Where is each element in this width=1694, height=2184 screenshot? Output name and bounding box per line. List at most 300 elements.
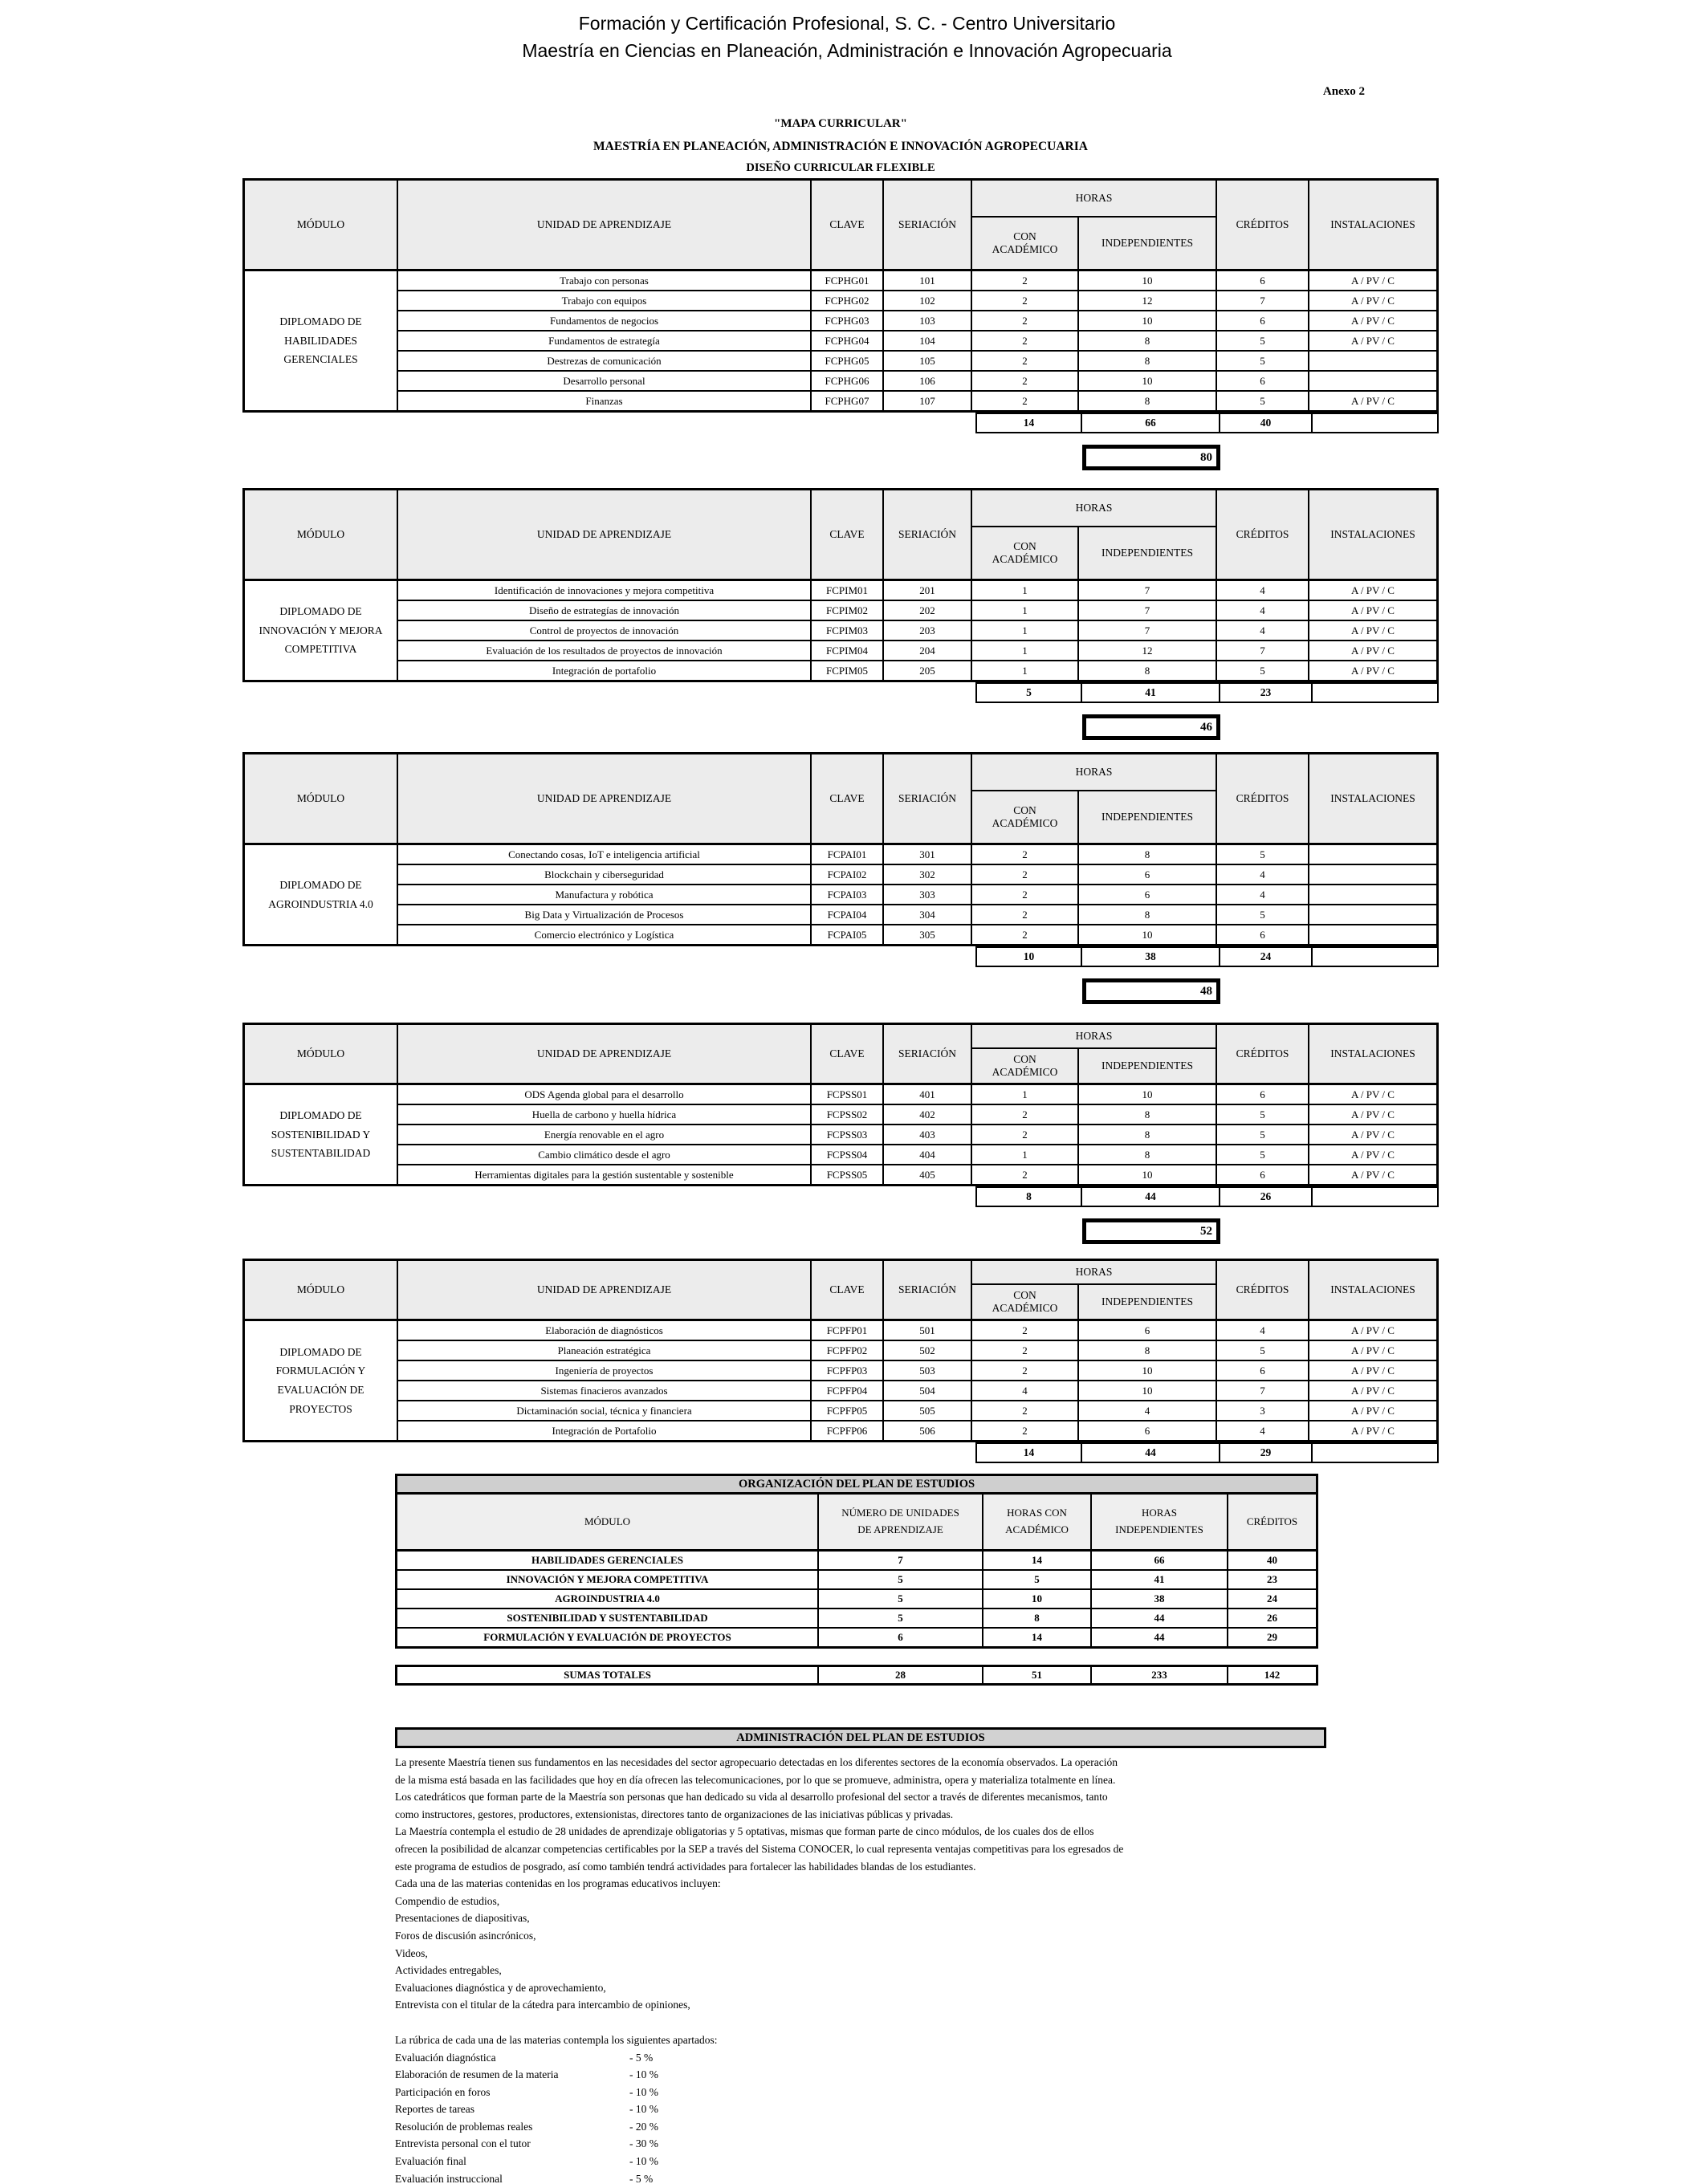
plan-organization-section	[395, 1474, 1318, 1686]
rubric-item-label: Evaluación instruccional	[395, 2172, 503, 2184]
cell-seriacion: 204	[884, 641, 972, 660]
rubric-item-label: Elaboración de resumen de la materia	[395, 2068, 559, 2081]
cell-creditos: 5	[1217, 1105, 1309, 1124]
rubric-item-label: Participación en foros	[395, 2085, 491, 2098]
cell-horas-independientes: 6	[1079, 865, 1217, 884]
cell-horas-con-academico: 2	[972, 1321, 1079, 1340]
total-horas-con-academico: 8	[975, 1186, 1082, 1207]
cell-unidad-de-aprendizaje: Planeación estratégica	[398, 1341, 812, 1360]
total-horas-independientes: 44	[1082, 1442, 1220, 1463]
module-table-block	[242, 178, 1439, 470]
cell-clave: FCPFP06	[812, 1421, 884, 1440]
curriculum-table	[242, 488, 1439, 682]
module-hours-total-box: 46	[1082, 714, 1220, 740]
cell-creditos: 5	[1217, 352, 1309, 370]
cell-creditos: 6	[1217, 271, 1309, 290]
admin-paragraph-line: como instructores, gestores, productores, extensionistas, directores tanto de organizaciones de las iniciativas públicas y privadas.	[395, 1808, 954, 1820]
cell-seriacion: 103	[884, 311, 972, 330]
cell-instalaciones: A / PV / C	[1351, 1128, 1395, 1141]
course-row	[398, 1085, 1436, 1105]
col-header-con-academico: CON ACADÉMICO	[972, 218, 1079, 269]
total-horas-con-academico: 14	[975, 1442, 1082, 1463]
cell-horas-con-academico: 2	[972, 885, 1079, 904]
cell-instalaciones: A / PV / C	[1351, 604, 1395, 616]
cell-horas-independientes: 8	[1079, 331, 1217, 350]
col-header-unidad: UNIDAD DE APRENDIZAJE	[398, 181, 812, 269]
org-col-modulo: MÓDULO	[397, 1495, 819, 1549]
org-cell-horas-ind: 66	[1092, 1552, 1228, 1569]
total-instalaciones-empty	[1313, 1186, 1439, 1207]
col-header-con-academico: CON ACADÉMICO	[972, 791, 1079, 843]
col-header-con-academico: CON ACADÉMICO	[972, 1049, 1079, 1083]
module-hours-total-box: 80	[1082, 445, 1220, 470]
col-header-horas-group	[972, 181, 1217, 269]
curriculum-table	[242, 752, 1439, 946]
cell-horas-independientes: 10	[1079, 1085, 1217, 1104]
org-col-horas-ind: HORAS INDEPENDIENTES	[1092, 1495, 1228, 1549]
rubric-item-value: - 20 %	[629, 2120, 658, 2133]
course-row	[398, 1165, 1436, 1184]
cell-instalaciones	[1309, 925, 1436, 944]
org-cell-creditos: 29	[1267, 1630, 1277, 1643]
col-header-creditos: CRÉDITOS	[1217, 754, 1309, 843]
module-table-block	[242, 1023, 1439, 1244]
cell-instalaciones	[1309, 885, 1436, 904]
col-header-instalaciones: INSTALACIONES	[1330, 218, 1415, 230]
total-instalaciones-empty	[1313, 682, 1439, 703]
cell-seriacion: 405	[884, 1165, 972, 1184]
cell-horas-con-academico: 2	[972, 865, 1079, 884]
plan-administration-section	[395, 1727, 1326, 2184]
cell-horas-con-academico: 2	[972, 331, 1079, 350]
org-sums-row	[395, 1665, 1318, 1686]
cell-unidad-de-aprendizaje: Finanzas	[398, 392, 812, 410]
rubric-list	[395, 2049, 1326, 2184]
rubric-item-label: Evaluación diagnóstica	[395, 2051, 496, 2064]
totals-row	[975, 1442, 1439, 1463]
cell-creditos: 5	[1217, 1125, 1309, 1144]
cell-horas-con-academico: 2	[972, 1361, 1079, 1380]
cell-seriacion: 403	[884, 1125, 972, 1144]
cell-instalaciones: A / PV / C	[1351, 394, 1395, 407]
cell-horas-independientes: 8	[1079, 1145, 1217, 1164]
cell-unidad-de-aprendizaje: Fundamentos de estrategía	[398, 331, 812, 350]
cell-clave: FCPHG04	[812, 331, 884, 350]
org-cell-modulo: AGROINDUSTRIA 4.0	[397, 1590, 819, 1608]
col-header-instalaciones: INSTALACIONES	[1330, 792, 1415, 804]
admin-paragraph	[395, 1754, 1326, 2014]
cell-instalaciones	[1309, 865, 1436, 884]
total-creditos: 29	[1220, 1442, 1313, 1463]
org-cell-modulo: FORMULACIÓN Y EVALUACIÓN DE PROYECTOS	[397, 1629, 819, 1646]
cell-horas-independientes: 6	[1079, 885, 1217, 904]
cell-creditos: 6	[1217, 372, 1309, 390]
col-header-seriacion: SERIACIÓN	[884, 1261, 972, 1319]
cell-seriacion: 401	[884, 1085, 972, 1104]
cell-unidad-de-aprendizaje: Trabajo con personas	[398, 271, 812, 290]
rubric-item	[395, 2084, 1326, 2101]
cell-horas-con-academico: 1	[972, 1085, 1079, 1104]
admin-paragraph-line: este programa de estudios de posgrado, así como también tendrá actividades para fortalecer las habilidades blandas de los estudiantes.	[395, 1860, 976, 1873]
course-row	[398, 291, 1436, 311]
cell-creditos: 4	[1217, 1421, 1309, 1440]
cell-creditos: 6	[1217, 925, 1309, 944]
cell-horas-con-academico: 1	[972, 641, 1079, 660]
rubric-item-value: - 10 %	[629, 2068, 658, 2081]
total-horas-con-academico: 5	[975, 682, 1082, 703]
cell-horas-independientes: 8	[1079, 1341, 1217, 1360]
cell-horas-con-academico: 1	[972, 1145, 1079, 1164]
cell-unidad-de-aprendizaje: Identificación de innovaciones y mejora competitiva	[398, 581, 812, 600]
col-header-con-academico: CON ACADÉMICO	[972, 527, 1079, 579]
cell-instalaciones: A / PV / C	[1351, 1168, 1395, 1181]
col-header-modulo: MÓDULO	[245, 1261, 398, 1319]
cell-horas-con-academico: 4	[972, 1381, 1079, 1400]
col-header-unidad: UNIDAD DE APRENDIZAJE	[398, 1025, 812, 1083]
cell-horas-con-academico: 2	[972, 925, 1079, 944]
module-hours-total-box: 48	[1082, 978, 1220, 1004]
org-section-title: ORGANIZACIÓN DEL PLAN DE ESTUDIOS	[395, 1474, 1318, 1495]
cell-unidad-de-aprendizaje: Dictaminación social, técnica y financiera	[398, 1401, 812, 1420]
col-header-horas-group	[972, 1261, 1217, 1319]
admin-paragraph-line: Actividades entregables,	[395, 1964, 502, 1977]
rubric-item	[395, 2049, 1326, 2067]
org-row	[397, 1571, 1316, 1590]
col-header-independientes: INDEPENDIENTES	[1102, 1059, 1193, 1072]
col-header-seriacion: SERIACIÓN	[884, 490, 972, 579]
cell-horas-independientes: 8	[1079, 845, 1217, 864]
cell-clave: FCPIM05	[812, 661, 884, 680]
cell-instalaciones: A / PV / C	[1351, 294, 1395, 307]
cell-horas-con-academico: 2	[972, 1341, 1079, 1360]
totals-row	[975, 682, 1439, 703]
course-row	[398, 311, 1436, 331]
table-header-row	[245, 1025, 1436, 1085]
curriculum-table	[242, 1259, 1439, 1442]
col-header-horas-group	[972, 754, 1217, 843]
course-row	[398, 845, 1436, 865]
cell-instalaciones	[1309, 372, 1436, 390]
doc-subtitle-program: MAESTRÍA EN PLANEACIÓN, ADMINISTRACIÓN E INNOVACIÓN AGROPECUARIA	[593, 140, 1088, 153]
org-cell-num-unidades: 7	[819, 1552, 983, 1569]
cell-clave: FCPSS03	[812, 1125, 884, 1144]
admin-paragraph-line: Cada una de las materias contenidas en los programas educativos incluyen:	[395, 1877, 721, 1890]
cell-clave: FCPSS05	[812, 1165, 884, 1184]
cell-horas-independientes: 7	[1079, 601, 1217, 620]
org-cell-modulo: HABILIDADES GERENCIALES	[397, 1552, 819, 1569]
col-header-unidad: UNIDAD DE APRENDIZAJE	[398, 754, 812, 843]
course-row	[398, 1421, 1436, 1440]
admin-paragraph-line: Videos,	[395, 1946, 428, 1959]
cell-unidad-de-aprendizaje: Cambio climático desde el agro	[398, 1145, 812, 1164]
org-row	[397, 1552, 1316, 1571]
rubric-item	[395, 2118, 1326, 2136]
course-row	[398, 581, 1436, 601]
cell-horas-independientes: 8	[1079, 661, 1217, 680]
cell-horas-con-academico: 1	[972, 661, 1079, 680]
org-cell-num-unidades: 6	[819, 1629, 983, 1646]
col-header-clave: CLAVE	[812, 181, 884, 269]
course-row	[398, 621, 1436, 641]
table-header-row	[245, 1261, 1436, 1321]
cell-instalaciones: A / PV / C	[1351, 1384, 1395, 1397]
table-body	[245, 581, 1436, 680]
org-col-creditos: CRÉDITOS	[1246, 1515, 1298, 1527]
cell-creditos: 5	[1217, 905, 1309, 924]
module-name: DIPLOMADO DE INNOVACIÓN Y MEJORA COMPETITIVA	[245, 581, 398, 680]
cell-creditos: 4	[1217, 621, 1309, 640]
table-header-row	[245, 754, 1436, 845]
cell-unidad-de-aprendizaje: Comercio electrónico y Logística	[398, 925, 812, 944]
cell-horas-independientes: 10	[1079, 271, 1217, 290]
col-header-horas: HORAS	[972, 490, 1216, 527]
cell-unidad-de-aprendizaje: Conectando cosas, IoT e inteligencia artificial	[398, 845, 812, 864]
cell-instalaciones: A / PV / C	[1351, 334, 1395, 347]
horas-subheaders	[972, 218, 1216, 269]
col-header-con-academico: CON ACADÉMICO	[972, 1285, 1079, 1319]
sums-label: SUMAS TOTALES	[397, 1667, 819, 1683]
totals-row	[975, 946, 1439, 967]
org-cell-num-unidades: 5	[819, 1571, 983, 1588]
col-header-instalaciones: INSTALACIONES	[1330, 528, 1415, 540]
cell-clave: FCPHG02	[812, 291, 884, 310]
col-header-horas: HORAS	[972, 1261, 1216, 1285]
cell-horas-con-academico: 2	[972, 271, 1079, 290]
cell-clave: FCPAI05	[812, 925, 884, 944]
total-horas-independientes: 66	[1082, 413, 1220, 433]
cell-seriacion: 104	[884, 331, 972, 350]
cell-creditos: 6	[1217, 311, 1309, 330]
cell-instalaciones: A / PV / C	[1351, 584, 1395, 596]
col-header-horas: HORAS	[972, 1025, 1216, 1049]
cell-seriacion: 201	[884, 581, 972, 600]
cell-creditos: 6	[1217, 1085, 1309, 1104]
cell-horas-independientes: 6	[1079, 1421, 1217, 1440]
rubric-intro-line: La rúbrica de cada una de las materias contempla los siguientes apartados:	[395, 2033, 718, 2046]
cell-creditos: 4	[1217, 865, 1309, 884]
cell-clave: FCPIM02	[812, 601, 884, 620]
cell-clave: FCPFP04	[812, 1381, 884, 1400]
rubric-item-value: - 5 %	[629, 2172, 654, 2184]
cell-horas-con-academico: 1	[972, 601, 1079, 620]
cell-clave: FCPAI03	[812, 885, 884, 904]
cell-creditos: 5	[1217, 392, 1309, 410]
admin-section-title: ADMINISTRACIÓN DEL PLAN DE ESTUDIOS	[395, 1727, 1326, 1748]
total-instalaciones-empty	[1313, 946, 1439, 967]
horas-subheaders	[972, 1285, 1216, 1319]
col-header-modulo: MÓDULO	[245, 1025, 398, 1083]
course-rows	[398, 1085, 1436, 1184]
sums-creditos: 142	[1264, 1668, 1281, 1681]
cell-instalaciones: A / PV / C	[1351, 1424, 1395, 1437]
cell-seriacion: 107	[884, 392, 972, 410]
modules-host	[242, 178, 1439, 1500]
col-header-creditos: CRÉDITOS	[1217, 1025, 1309, 1083]
col-header-creditos: CRÉDITOS	[1217, 1261, 1309, 1319]
cell-unidad-de-aprendizaje: Energía renovable en el agro	[398, 1125, 812, 1144]
cell-horas-con-academico: 2	[972, 291, 1079, 310]
col-header-independientes: INDEPENDIENTES	[1102, 237, 1193, 249]
cell-instalaciones: A / PV / C	[1351, 1088, 1395, 1100]
cell-horas-independientes: 10	[1079, 311, 1217, 330]
cell-clave: FCPSS04	[812, 1145, 884, 1164]
cell-horas-independientes: 7	[1079, 581, 1217, 600]
col-header-seriacion: SERIACIÓN	[884, 1025, 972, 1083]
totals-row	[975, 413, 1439, 433]
rubric-item-value: - 5 %	[629, 2051, 654, 2064]
cell-seriacion: 203	[884, 621, 972, 640]
table-header-row	[245, 181, 1436, 271]
cell-instalaciones: A / PV / C	[1351, 314, 1395, 327]
course-row	[398, 865, 1436, 885]
cell-horas-independientes: 4	[1079, 1401, 1217, 1420]
cell-horas-independientes: 8	[1079, 352, 1217, 370]
org-col-num-unidades: NÚMERO DE UNIDADES DE APRENDIZAJE	[819, 1495, 983, 1549]
cell-unidad-de-aprendizaje: Integración de Portafolio	[398, 1421, 812, 1440]
module-name: DIPLOMADO DE FORMULACIÓN Y EVALUACIÓN DE PROYECTOS	[245, 1321, 398, 1440]
total-creditos: 40	[1220, 413, 1313, 433]
cell-creditos: 6	[1217, 1165, 1309, 1184]
total-horas-independientes: 38	[1082, 946, 1220, 967]
col-header-horas: HORAS	[972, 181, 1216, 218]
cell-horas-independientes: 7	[1079, 621, 1217, 640]
org-cell-modulo: SOSTENIBILIDAD Y SUSTENTABILIDAD	[397, 1609, 819, 1627]
cell-seriacion: 106	[884, 372, 972, 390]
annex-label: Anexo 2	[1322, 85, 1365, 98]
col-header-independientes: INDEPENDIENTES	[1102, 547, 1193, 559]
cell-horas-con-academico: 2	[972, 1125, 1079, 1144]
cell-seriacion: 202	[884, 601, 972, 620]
cell-creditos: 7	[1217, 291, 1309, 310]
cell-clave: FCPHG03	[812, 311, 884, 330]
col-header-independientes: INDEPENDIENTES	[1102, 1295, 1193, 1308]
total-creditos: 26	[1220, 1186, 1313, 1207]
cell-horas-independientes: 8	[1079, 1105, 1217, 1124]
cell-instalaciones	[1309, 352, 1436, 370]
cell-horas-independientes: 10	[1079, 372, 1217, 390]
sums-unidades: 28	[819, 1667, 983, 1683]
rubric-item-value: - 10 %	[629, 2085, 658, 2098]
org-row	[397, 1590, 1316, 1609]
cell-clave: FCPHG05	[812, 352, 884, 370]
cell-clave: FCPAI01	[812, 845, 884, 864]
course-row	[398, 1361, 1436, 1381]
cell-seriacion: 102	[884, 291, 972, 310]
col-header-clave: CLAVE	[812, 754, 884, 843]
cell-unidad-de-aprendizaje: Sistemas finacieros avanzados	[398, 1381, 812, 1400]
cell-horas-con-academico: 2	[972, 1421, 1079, 1440]
cell-instalaciones: A / PV / C	[1351, 1108, 1395, 1120]
org-cell-horas-con: 14	[983, 1552, 1092, 1569]
cell-instalaciones: A / PV / C	[1351, 1404, 1395, 1417]
cell-seriacion: 105	[884, 352, 972, 370]
cell-horas-independientes: 10	[1079, 1361, 1217, 1380]
table-header-row	[245, 490, 1436, 581]
course-row	[398, 372, 1436, 392]
admin-paragraph-line: La presente Maestría tienen sus fundamentos en las necesidades del sector agropecuario detectadas en los diferentes sectores de la economía observados. La operación	[395, 1756, 1118, 1768]
cell-horas-con-academico: 2	[972, 311, 1079, 330]
cell-clave: FCPFP03	[812, 1361, 884, 1380]
cell-clave: FCPFP05	[812, 1401, 884, 1420]
cell-instalaciones	[1309, 905, 1436, 924]
cell-seriacion: 305	[884, 925, 972, 944]
course-rows	[398, 581, 1436, 680]
cell-unidad-de-aprendizaje: Fundamentos de negocios	[398, 311, 812, 330]
cell-seriacion: 501	[884, 1321, 972, 1340]
document-titles	[242, 117, 1439, 175]
cell-instalaciones: A / PV / C	[1351, 624, 1395, 636]
cell-horas-independientes: 8	[1079, 392, 1217, 410]
org-cell-creditos: 26	[1267, 1611, 1277, 1624]
cell-creditos: 7	[1217, 641, 1309, 660]
course-row	[398, 905, 1436, 925]
cell-horas-con-academico: 1	[972, 581, 1079, 600]
course-row	[398, 1321, 1436, 1341]
course-rows	[398, 1321, 1436, 1440]
horas-subheaders	[972, 527, 1216, 579]
cell-creditos: 4	[1217, 885, 1309, 904]
cell-unidad-de-aprendizaje: Integración de portafolio	[398, 661, 812, 680]
sums-horas-ind: 233	[1092, 1667, 1228, 1683]
course-row	[398, 1381, 1436, 1401]
cell-creditos: 4	[1217, 581, 1309, 600]
cell-horas-con-academico: 2	[972, 372, 1079, 390]
cell-horas-con-academico: 2	[972, 1401, 1079, 1420]
cell-unidad-de-aprendizaje: Huella de carbono y huella hídrica	[398, 1105, 812, 1124]
rubric-item-value: - 10 %	[629, 2155, 658, 2168]
module-table-block	[242, 752, 1439, 1004]
cell-horas-independientes: 8	[1079, 1125, 1217, 1144]
col-header-seriacion: SERIACIÓN	[884, 754, 972, 843]
rubric-item-value: - 30 %	[629, 2137, 658, 2150]
cell-creditos: 4	[1217, 1321, 1309, 1340]
cell-clave: FCPFP01	[812, 1321, 884, 1340]
cell-clave: FCPSS01	[812, 1085, 884, 1104]
module-name: DIPLOMADO DE SOSTENIBILIDAD Y SUSTENTABILIDAD	[245, 1085, 398, 1184]
total-horas-con-academico: 14	[975, 413, 1082, 433]
total-horas-independientes: 44	[1082, 1186, 1220, 1207]
cell-horas-con-academico: 2	[972, 352, 1079, 370]
col-header-creditos: CRÉDITOS	[1217, 490, 1309, 579]
col-header-horas-group	[972, 1025, 1217, 1083]
cell-instalaciones: A / PV / C	[1351, 664, 1395, 677]
institution-header	[0, 10, 1694, 64]
cell-creditos: 5	[1217, 1145, 1309, 1164]
org-cell-horas-con: 10	[983, 1590, 1092, 1608]
cell-seriacion: 505	[884, 1401, 972, 1420]
org-cell-horas-con: 14	[983, 1629, 1092, 1646]
rubric-item	[395, 2153, 1326, 2170]
total-creditos: 23	[1220, 682, 1313, 703]
curriculum-table	[242, 178, 1439, 413]
admin-paragraph-line: Entrevista con el titular de la cátedra para intercambio de opiniones,	[395, 1999, 690, 2011]
cell-unidad-de-aprendizaje: Herramientas digitales para la gestión sustentable y sostenible	[398, 1165, 812, 1184]
cell-clave: FCPIM03	[812, 621, 884, 640]
col-header-clave: CLAVE	[812, 1261, 884, 1319]
cell-seriacion: 504	[884, 1381, 972, 1400]
cell-unidad-de-aprendizaje: Manufactura y robótica	[398, 885, 812, 904]
total-instalaciones-empty	[1313, 1442, 1439, 1463]
rubric-item-label: Entrevista personal con el tutor	[395, 2137, 531, 2150]
col-header-horas: HORAS	[972, 754, 1216, 791]
admin-paragraph-line: Evaluaciones diagnóstica y de aprovechamiento,	[395, 1981, 606, 1994]
col-header-independientes: INDEPENDIENTES	[1102, 811, 1193, 823]
cell-clave: FCPHG06	[812, 372, 884, 390]
col-header-unidad: UNIDAD DE APRENDIZAJE	[398, 1261, 812, 1319]
cell-unidad-de-aprendizaje: Trabajo con equipos	[398, 291, 812, 310]
course-row	[398, 392, 1436, 410]
course-row	[398, 885, 1436, 905]
